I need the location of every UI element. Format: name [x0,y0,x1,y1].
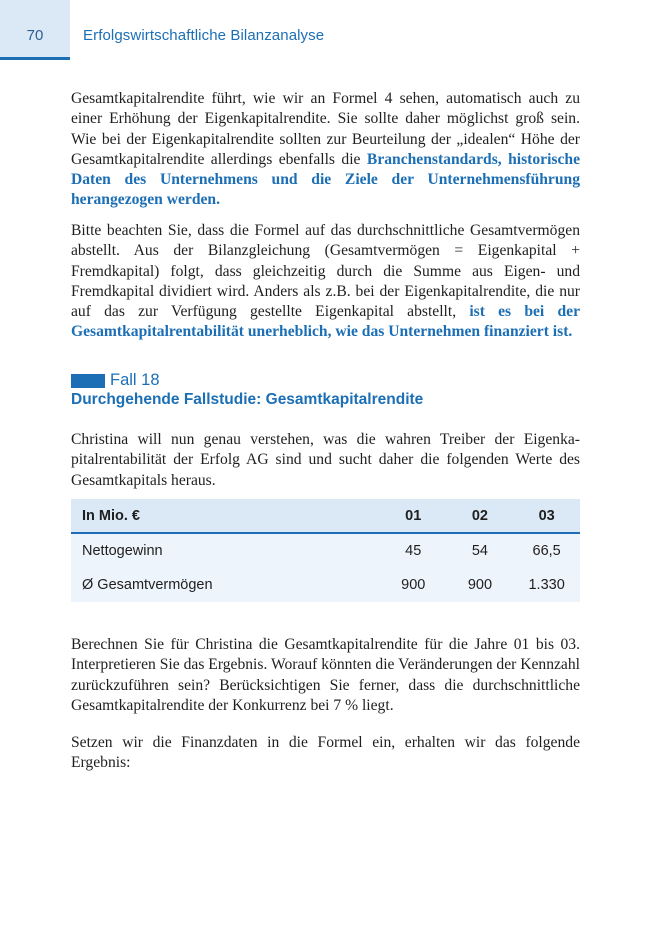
table-cell-label: Nettogewinn [82,543,163,559]
paragraph-2-text: Bitte beachten Sie, dass die Formel auf das durchschnittliche Gesamtvermögen abstellt. Aus der Bilanzgleichung (Gesamtvermögen = Eigenkapital + Fremdkapital) folgt, dass gleichzeitig durch die Summe aus Eigen- und Fremdkapital dividiert wird. Anders als z.B. bei der Eigenkapitalrendite, die nur auf das zur Verfügung gestellte Eigenkapital abstellt, [71,222,580,321]
table-cell: 66,5 [532,543,561,559]
case-marker-bar [71,374,105,388]
case-subtitle: Durchgehende Fallstudie: Gesamtkapitalrendite [71,391,424,408]
case-title: Fall 18 [110,371,160,389]
case-task: Berechnen Sie für Christina die Gesamtkapitalrendite für die Jahre 01 bis 03. Interpretieren Sie das Ergebnis. Worauf könnten die Veränderungen der Kennzahl zurückzuführen sein? Berücksichtigen Sie ferner, dass die durchschnittliche Gesamtkapitalrendite der Konkurrenz bei 7 % liegt. [71,636,580,714]
table-header-year: 02 [447,499,514,533]
page-number-box [0,0,70,60]
paragraph-2-highlight: ist es bei der Gesamtkapitalrentabilität unerheblich, wie das Unternehmen finanziert ist. [71,303,580,341]
table-header-row [71,499,580,533]
table-header-year: 01 [380,499,447,533]
table-cell: 900 [467,577,493,593]
paragraph-1-text: Gesamtkapitalrendite führt, wie wir an Formel 4 sehen, automatisch auch zu einer Erhöhung der Eigenkapitalrendite. Sie sollte daher möglichst groß sein. Wie bei der Eigenkapitalrendite sollten zur Beurteilung der „idealen“ Höhe der Gesamtkapitalrendite allerdings ebenfalls die [71,90,580,168]
table-row [71,568,580,602]
capital-table [71,499,580,602]
table-header-year: 03 [513,499,580,533]
paragraph-2 [71,221,580,343]
table-cell: 54 [471,543,488,559]
running-title: Erfolgswirtschaftliche Bilanzanalyse [83,27,325,44]
paragraph-1-highlight: Branchenstandards, historische Daten des Unternehmens und die Ziele der Unternehmensführung herangezogen werden. [71,150,580,209]
table-cell: 900 [401,577,426,593]
case-intro: Christina will nun genau verstehen, was die wahren Treiber der Eigenkapitalrentabilität der Erfolg AG sind und sucht daher die folgenden Werte des Gesamtkapitals heraus. [71,431,580,489]
table-cell: 45 [405,543,422,559]
page-number: 70 [26,27,44,44]
table-cell: 1.330 [528,577,565,593]
case-closing: Setzen wir die Finanzdaten in die Formel ein, erhalten wir das folgende Ergebnis: [71,734,580,772]
table-row [71,533,580,568]
paragraph-1 [71,89,580,211]
page-header [0,0,650,60]
table-header-label: In Mio. € [71,499,380,533]
table-cell-label: Ø Gesamtvermögen [82,577,213,593]
